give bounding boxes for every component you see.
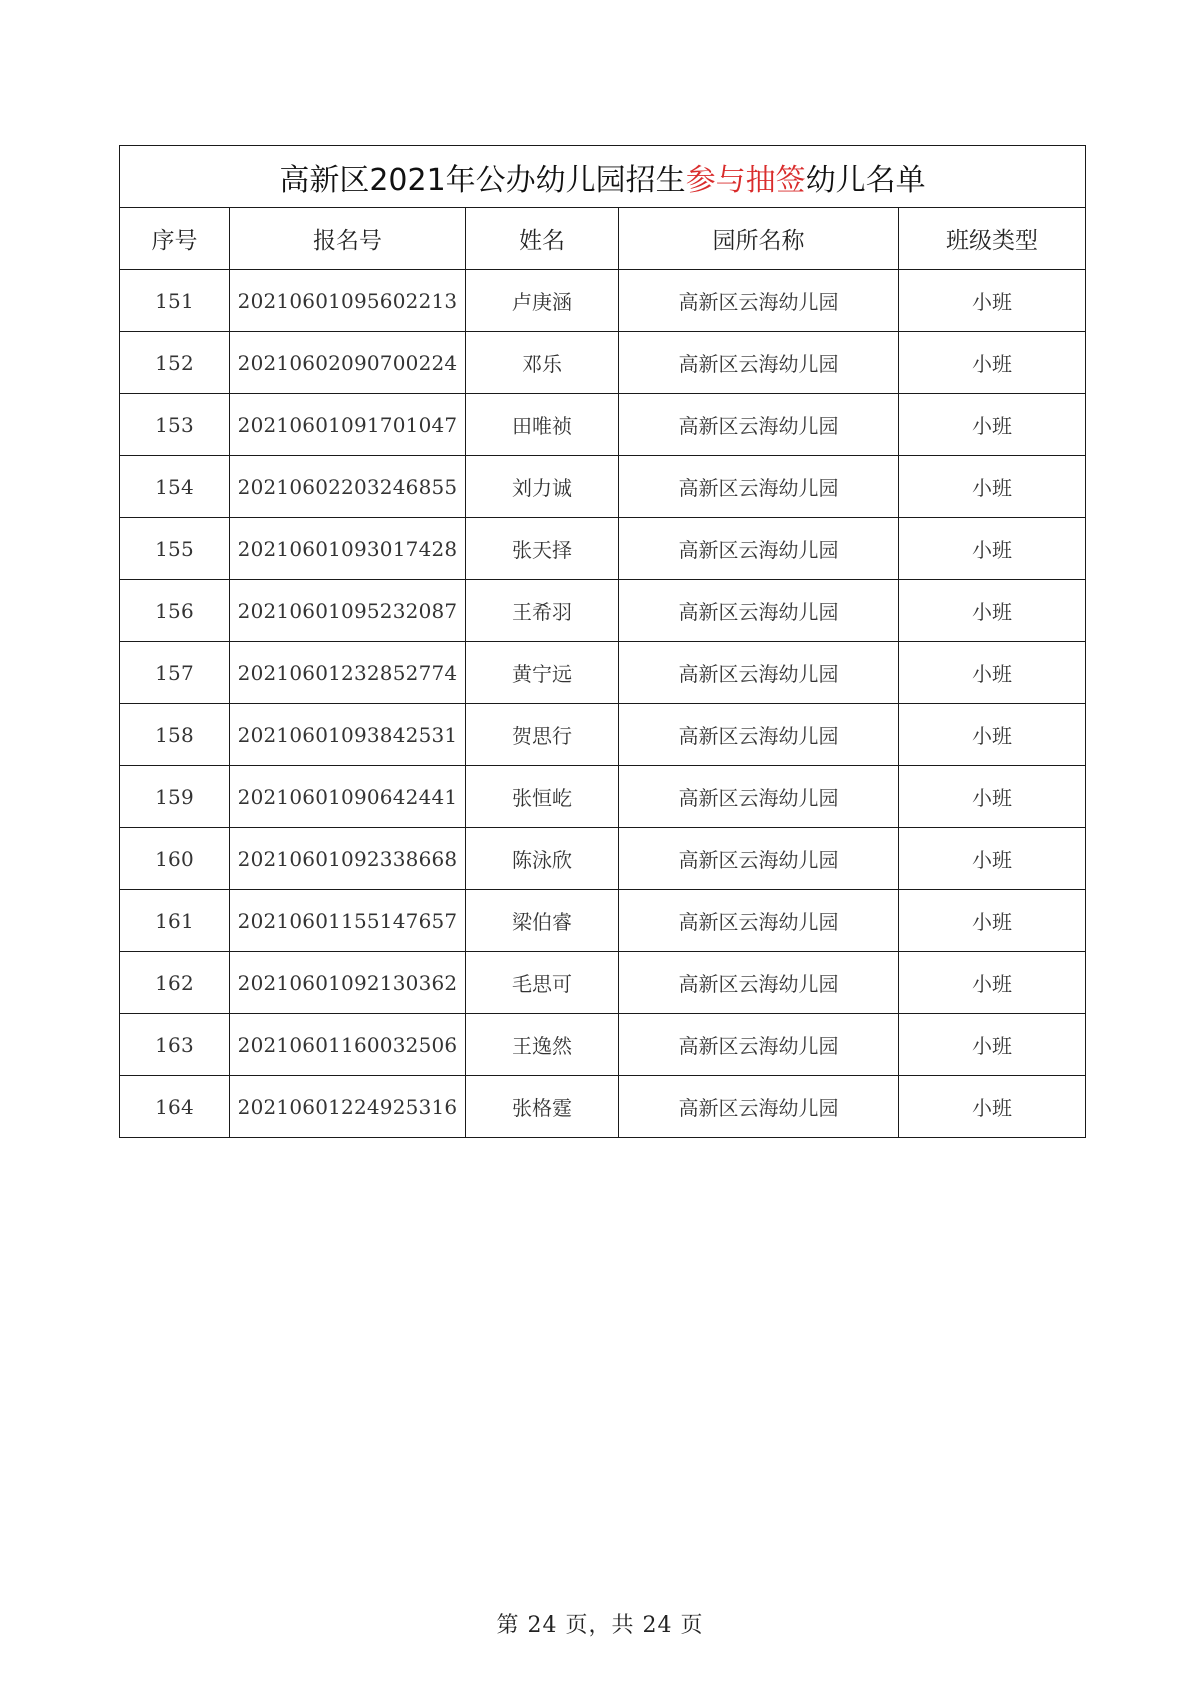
cell-name: 张格霆 (466, 1076, 619, 1138)
table-row (120, 394, 1086, 456)
table-row (120, 332, 1086, 394)
cell-class-type: 小班 (899, 1076, 1086, 1138)
cell-school: 高新区云海幼儿园 (619, 1014, 899, 1076)
table-row (120, 952, 1086, 1014)
title-prefix: 高新区2021年公办幼儿园招生 (279, 162, 686, 198)
column-header-name: 姓名 (466, 208, 619, 270)
roster-sheet (119, 145, 1085, 1138)
table-row (120, 1014, 1086, 1076)
cell-registration: 20210601091701047 (230, 394, 466, 456)
roster-body (120, 270, 1086, 1138)
cell-school: 高新区云海幼儿园 (619, 952, 899, 1014)
cell-class-type: 小班 (899, 890, 1086, 952)
cell-school: 高新区云海幼儿园 (619, 332, 899, 394)
cell-name: 梁伯睿 (466, 890, 619, 952)
column-header-no: 序号 (120, 208, 230, 270)
cell-no: 162 (120, 952, 230, 1014)
cell-no: 158 (120, 704, 230, 766)
column-header-school: 园所名称 (619, 208, 899, 270)
cell-class-type: 小班 (899, 952, 1086, 1014)
cell-no: 163 (120, 1014, 230, 1076)
table-row (120, 828, 1086, 890)
title-suffix: 幼儿名单 (805, 162, 926, 198)
cell-class-type: 小班 (899, 332, 1086, 394)
cell-no: 164 (120, 1076, 230, 1138)
cell-class-type: 小班 (899, 270, 1086, 332)
cell-registration: 20210601160032506 (230, 1014, 466, 1076)
cell-class-type: 小班 (899, 642, 1086, 704)
cell-registration: 20210601155147657 (230, 890, 466, 952)
page-footer: 第 24 页，共 24 页 (496, 1613, 704, 1638)
cell-registration: 20210601095232087 (230, 580, 466, 642)
cell-school: 高新区云海幼儿园 (619, 518, 899, 580)
column-header-class-type: 班级类型 (899, 208, 1086, 270)
cell-name: 邓乐 (466, 332, 619, 394)
cell-no: 160 (120, 828, 230, 890)
column-header-row (120, 208, 1086, 270)
cell-class-type: 小班 (899, 1014, 1086, 1076)
cell-school: 高新区云海幼儿园 (619, 704, 899, 766)
cell-registration: 20210601224925316 (230, 1076, 466, 1138)
cell-name: 黄宁远 (466, 642, 619, 704)
cell-no: 159 (120, 766, 230, 828)
table-row (120, 456, 1086, 518)
cell-name: 田唯祯 (466, 394, 619, 456)
cell-no: 155 (120, 518, 230, 580)
cell-school: 高新区云海幼儿园 (619, 580, 899, 642)
cell-name: 王希羽 (466, 580, 619, 642)
table-row (120, 518, 1086, 580)
cell-school: 高新区云海幼儿园 (619, 890, 899, 952)
cell-registration: 20210601232852774 (230, 642, 466, 704)
cell-class-type: 小班 (899, 704, 1086, 766)
cell-registration: 20210601093017428 (230, 518, 466, 580)
cell-name: 张恒屹 (466, 766, 619, 828)
cell-school: 高新区云海幼儿园 (619, 642, 899, 704)
cell-name: 张天择 (466, 518, 619, 580)
cell-registration: 20210601090642441 (230, 766, 466, 828)
cell-registration: 20210601095602213 (230, 270, 466, 332)
cell-class-type: 小班 (899, 456, 1086, 518)
cell-class-type: 小班 (899, 580, 1086, 642)
cell-class-type: 小班 (899, 518, 1086, 580)
cell-school: 高新区云海幼儿园 (619, 828, 899, 890)
cell-school: 高新区云海幼儿园 (619, 456, 899, 518)
cell-no: 154 (120, 456, 230, 518)
table-row (120, 890, 1086, 952)
cell-school: 高新区云海幼儿园 (619, 766, 899, 828)
cell-class-type: 小班 (899, 766, 1086, 828)
title-row (120, 146, 1086, 208)
roster-table (119, 145, 1086, 1138)
cell-school: 高新区云海幼儿园 (619, 270, 899, 332)
cell-name: 毛思可 (466, 952, 619, 1014)
cell-no: 157 (120, 642, 230, 704)
cell-class-type: 小班 (899, 828, 1086, 890)
table-row (120, 642, 1086, 704)
cell-school: 高新区云海幼儿园 (619, 1076, 899, 1138)
table-row (120, 766, 1086, 828)
cell-registration: 20210601092338668 (230, 828, 466, 890)
cell-registration: 20210601093842531 (230, 704, 466, 766)
cell-name: 陈泳欣 (466, 828, 619, 890)
cell-name: 贺思行 (466, 704, 619, 766)
cell-no: 161 (120, 890, 230, 952)
cell-name: 王逸然 (466, 1014, 619, 1076)
cell-no: 152 (120, 332, 230, 394)
cell-registration: 20210602090700224 (230, 332, 466, 394)
page-title (120, 146, 1086, 208)
cell-no: 151 (120, 270, 230, 332)
cell-registration: 20210602203246855 (230, 456, 466, 518)
cell-registration: 20210601092130362 (230, 952, 466, 1014)
cell-class-type: 小班 (899, 394, 1086, 456)
table-row (120, 704, 1086, 766)
cell-name: 刘力诚 (466, 456, 619, 518)
cell-no: 153 (120, 394, 230, 456)
cell-no: 156 (120, 580, 230, 642)
table-row (120, 270, 1086, 332)
table-row (120, 580, 1086, 642)
title-highlight: 参与抽签 (685, 162, 806, 198)
cell-name: 卢庚涵 (466, 270, 619, 332)
column-header-registration: 报名号 (230, 208, 466, 270)
table-row (120, 1076, 1086, 1138)
cell-school: 高新区云海幼儿园 (619, 394, 899, 456)
